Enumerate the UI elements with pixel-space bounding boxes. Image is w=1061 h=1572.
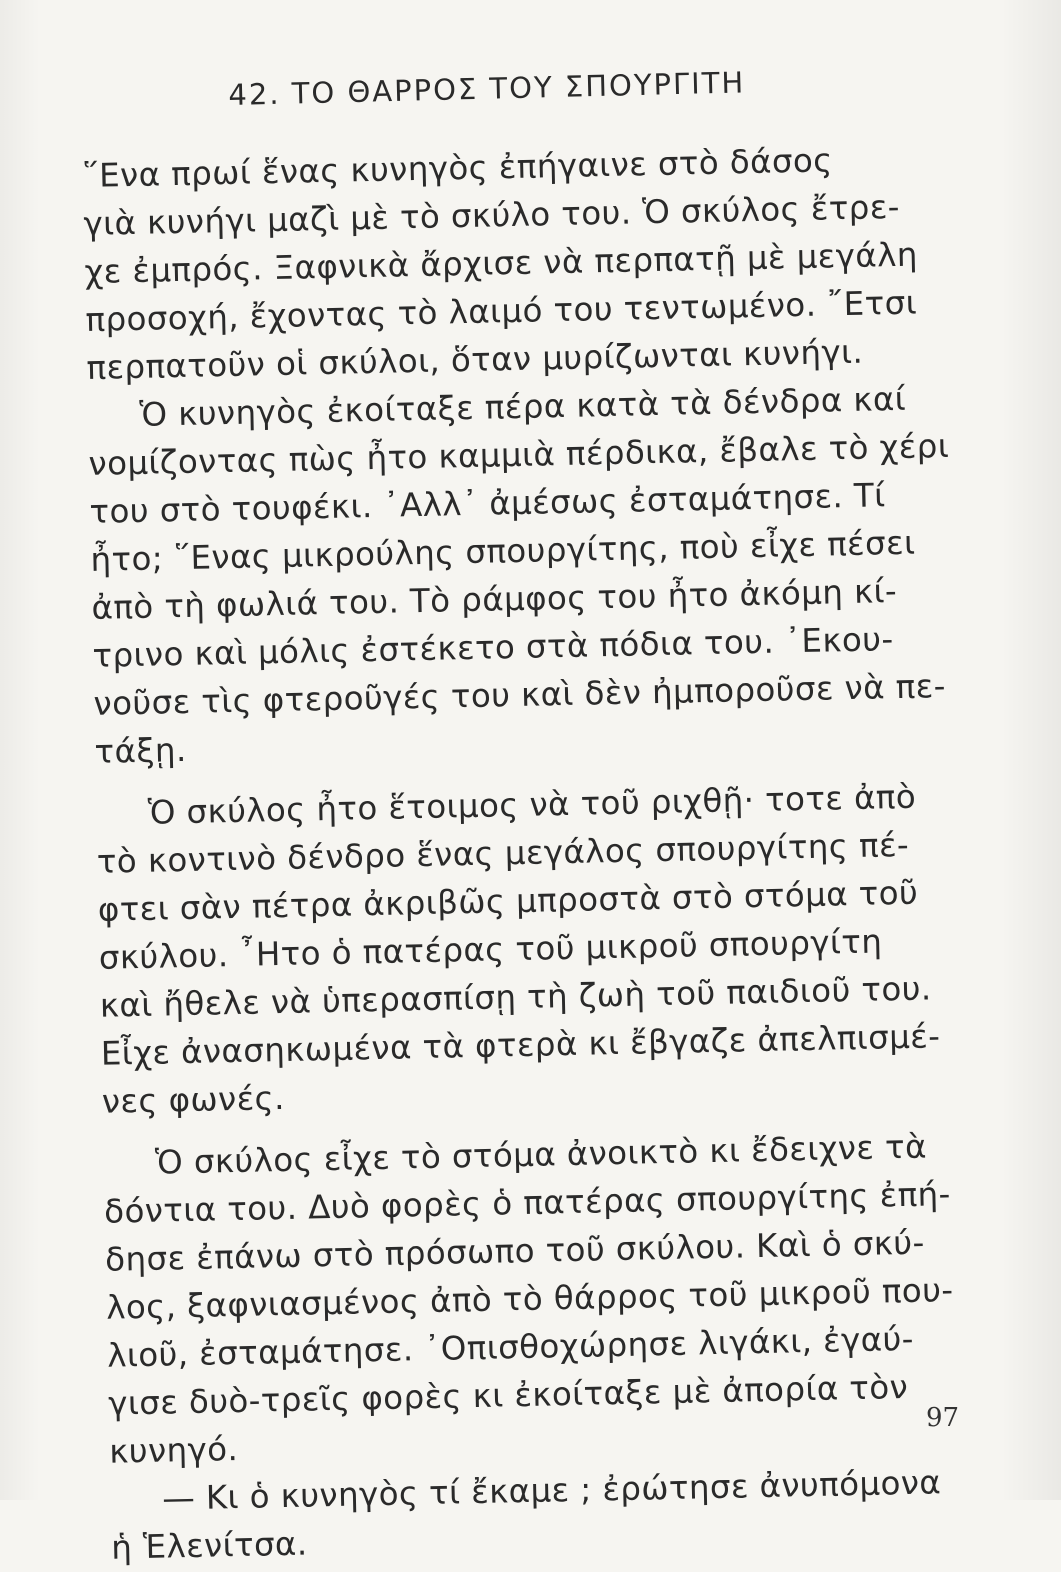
text-line: δόντια του. Δυὸ φορὲς ὁ πατέρας σπουργίτης ἐπή-	[103, 1175, 952, 1231]
text-line: — Κι ὁ κυνηγὸς τί ἔκαμε ; ἐρώτησε ἀνυπόμονα	[161, 1463, 942, 1518]
text-line: σκύλου. ῏Ητο ὁ πατέρας τοῦ μικροῦ σπουργίτη	[98, 922, 883, 977]
text-line: περπατοῦν οἱ σκύλοι, ὅταν μυρίζωνται κυνήγι.	[86, 332, 864, 387]
text-line: νες φωνές.	[101, 1078, 286, 1121]
text-line: ἡ Ἑλενίτσα.	[110, 1524, 308, 1567]
text-line: τάξῃ.	[94, 730, 187, 771]
text-line: γιὰ κυνήγι μαζὶ μὲ τὸ σκύλο του. Ὁ σκύλος ἔτρε-	[83, 187, 901, 243]
text-line: ῞Ενα πρωί ἕνας κυνηγὸς ἐπήγαινε στὸ δάσος	[82, 141, 834, 195]
text-line: λος, ξαφνιασμένος ἀπὸ τὸ θάρρος τοῦ μικροῦ που-	[105, 1271, 954, 1327]
text-line: λιοῦ, ἐσταμάτησε. ᾿Οπισθοχώρησε λιγάκι, ἐγαύ-	[106, 1319, 915, 1375]
text-line: γισε δυὸ-τρεῖς φορὲς κι ἐκοίταξε μὲ ἀπορία τὸν	[107, 1367, 909, 1423]
text-line: χε ἐμπρός. Ξαφνικὰ ἄρχισε νὰ περπατῇ μὲ μεγάλη	[84, 235, 919, 291]
text-line: καὶ ἤθελε νὰ ὑπερασπίσῃ τὴ ζωὴ τοῦ παιδιοῦ του.	[99, 969, 932, 1025]
text-line: του στὸ τουφέκι. ᾿Αλλ᾿ ἀμέσως ἐσταμάτησε. Τί	[89, 476, 886, 531]
text-line: προσοχή, ἔχοντας τὸ λαιμό του τεντωμένο. ῎Ετσι	[85, 283, 918, 339]
page-number: 97	[926, 1403, 960, 1433]
text-line: ἦτο; ῞Ενας μικρούλης σπουργίτης, ποὺ εἶχε πέσει	[90, 523, 916, 579]
text-line: νομίζοντας πὼς ἦτο καμμιὰ πέρδικα, ἔβαλε τὸ χέρι	[88, 426, 950, 483]
story-text	[82, 133, 1012, 1572]
text-line: Ὁ σκύλος εἶχε τὸ στόμα ἀνοικτὸ κι ἔδειχνε τὰ	[154, 1127, 928, 1182]
chapter-heading: 42. ΤΟ ΘΑΡΡΟΣ ΤΟΥ ΣΠΟΥΡΓΙΤΗ	[228, 65, 746, 112]
text-line: τὸ κοντινὸ δένδρο ἕνας μεγάλος σπουργίτης πέ-	[96, 825, 910, 881]
text-line: κυνηγό.	[108, 1430, 239, 1471]
text-line: ἀπὸ τὴ φωλιά του. Τὸ ράμφος του ἦτο ἀκόμη κί-	[91, 572, 898, 627]
text-line: Ὁ κυνηγὸς ἐκοίταξε πέρα κατὰ τὰ δένδρα καί	[139, 379, 907, 434]
text-line: φτει σὰν πέτρα ἀκριβῶς μπροστὰ στὸ στόμα τοῦ	[97, 873, 919, 929]
text-line: τρινο καὶ μόλις ἐστέκετο στὰ πόδια του. ᾿Εκου-	[92, 620, 894, 675]
text-line: νοῦσε τὶς φτεροῦγές του καὶ δὲν ἠμποροῦσε νὰ πε-	[93, 667, 947, 723]
text-line: Ὁ σκύλος ἦτο ἕτοιμος νὰ τοῦ ριχθῇ· τοτε ἀπὸ	[147, 777, 917, 832]
text-line: δησε ἐπάνω στὸ πρόσωπο τοῦ σκύλου. Καὶ ὁ σκύ-	[104, 1223, 926, 1279]
text-line: Εἶχε ἀνασηκωμένα τὰ φτερὰ κι ἔβγαζε ἀπελπισμέ-	[100, 1017, 941, 1073]
